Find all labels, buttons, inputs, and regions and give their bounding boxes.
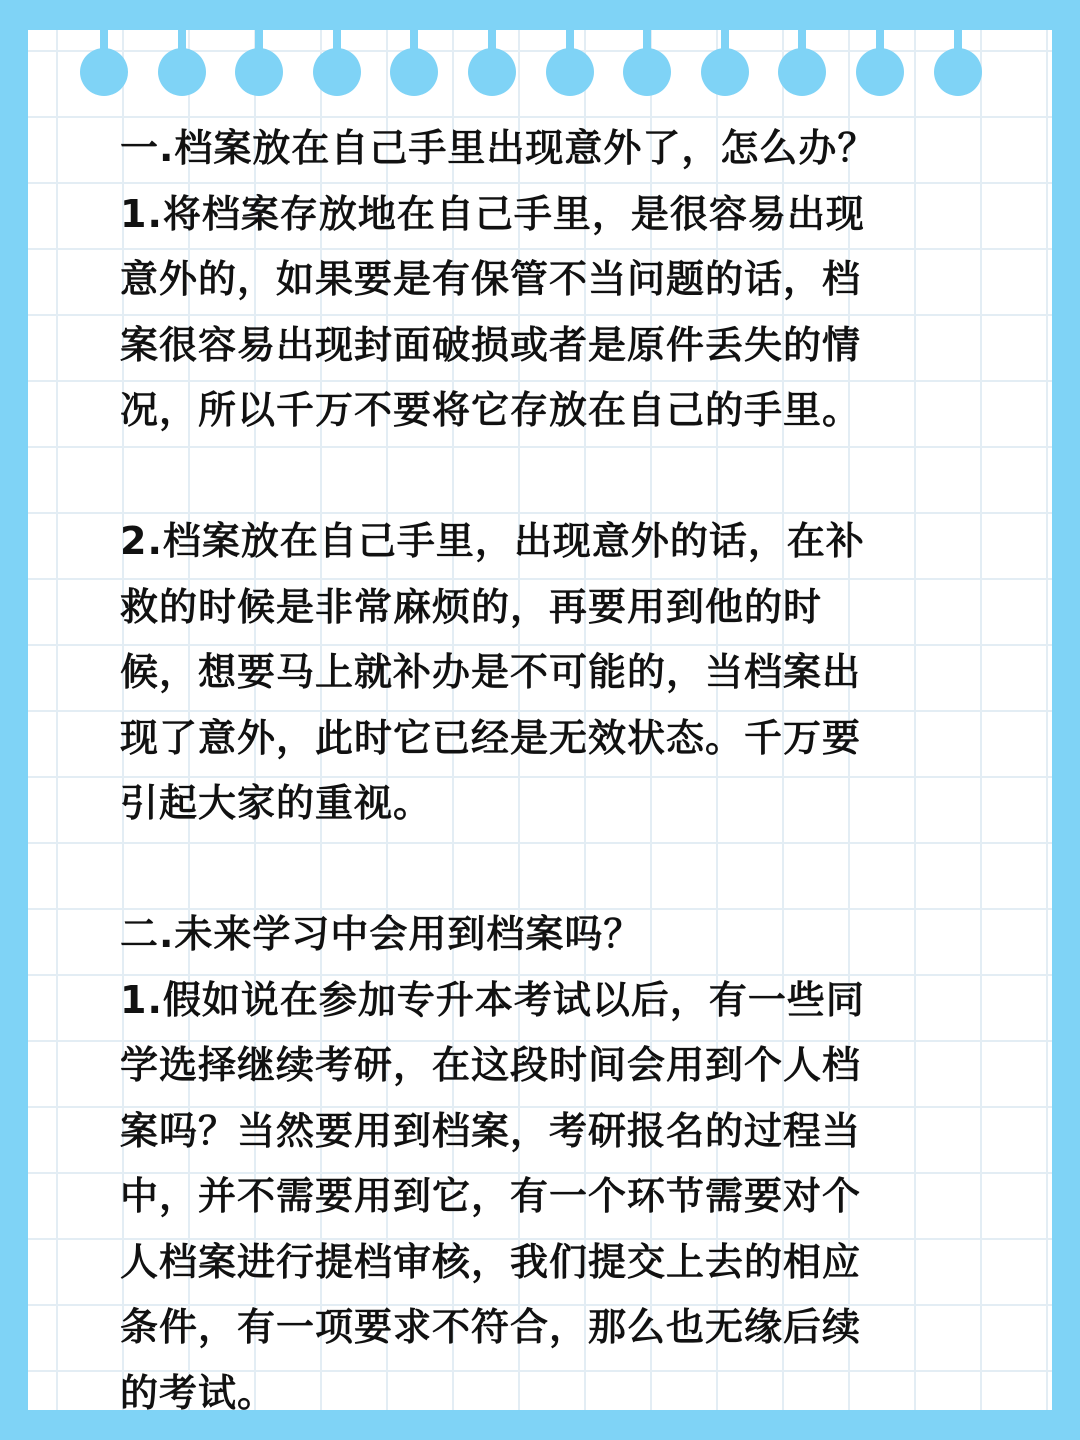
text-line: 现了意外，此时它已经是无效状态。千万要 [120,715,862,760]
text-line: 学选择继续考研，在这段时间会用到个人档 [120,1043,862,1087]
text-line: 案吗？当然要用到档案，考研报名的过程当 [120,1108,862,1153]
text-line: 候，想要马上就补办是不可能的，当档案出 [120,650,862,694]
text-line: 引起大家的重视。 [120,781,433,825]
paragraph [120,968,950,1427]
text-line: 况，所以千万不要将它存放在自己的手里。 [120,388,862,432]
section-spacer [120,837,950,903]
text-line: 人档案进行提档审核，我们提交上去的相应 [120,1239,862,1284]
text-line: 的考试。 [120,1370,277,1415]
text-line: 1.假如说在参加专升本考试以后，有一些同 [120,977,865,1022]
text-line: 意外的，如果要是有保管不当问题的话，档 [120,257,862,301]
section-heading: 一.档案放在自己手里出现意外了，怎么办？ [120,126,877,170]
paragraph [120,509,950,837]
text-line: 案很容易出现封面破损或者是原件丢失的情 [120,322,862,367]
text-line: 救的时候是非常麻烦的，再要用到他的时 [120,584,823,629]
text-line: 条件，有一项要求不符合，那么也无缘后续 [120,1305,862,1349]
paragraph [120,182,950,444]
section-heading: 二.未来学习中会用到档案吗？ [120,912,643,956]
text-line: 中，并不需要用到它，有一个环节需要对个 [120,1174,862,1218]
text-line: 1.将档案存放地在自己手里，是很容易出现 [120,191,865,236]
section-1 [120,116,950,837]
section-2 [120,902,950,1426]
paragraph-spacer [120,444,950,510]
article-content [120,116,950,1426]
text-line: 2.档案放在自己手里，出现意外的话，在补 [120,519,865,563]
